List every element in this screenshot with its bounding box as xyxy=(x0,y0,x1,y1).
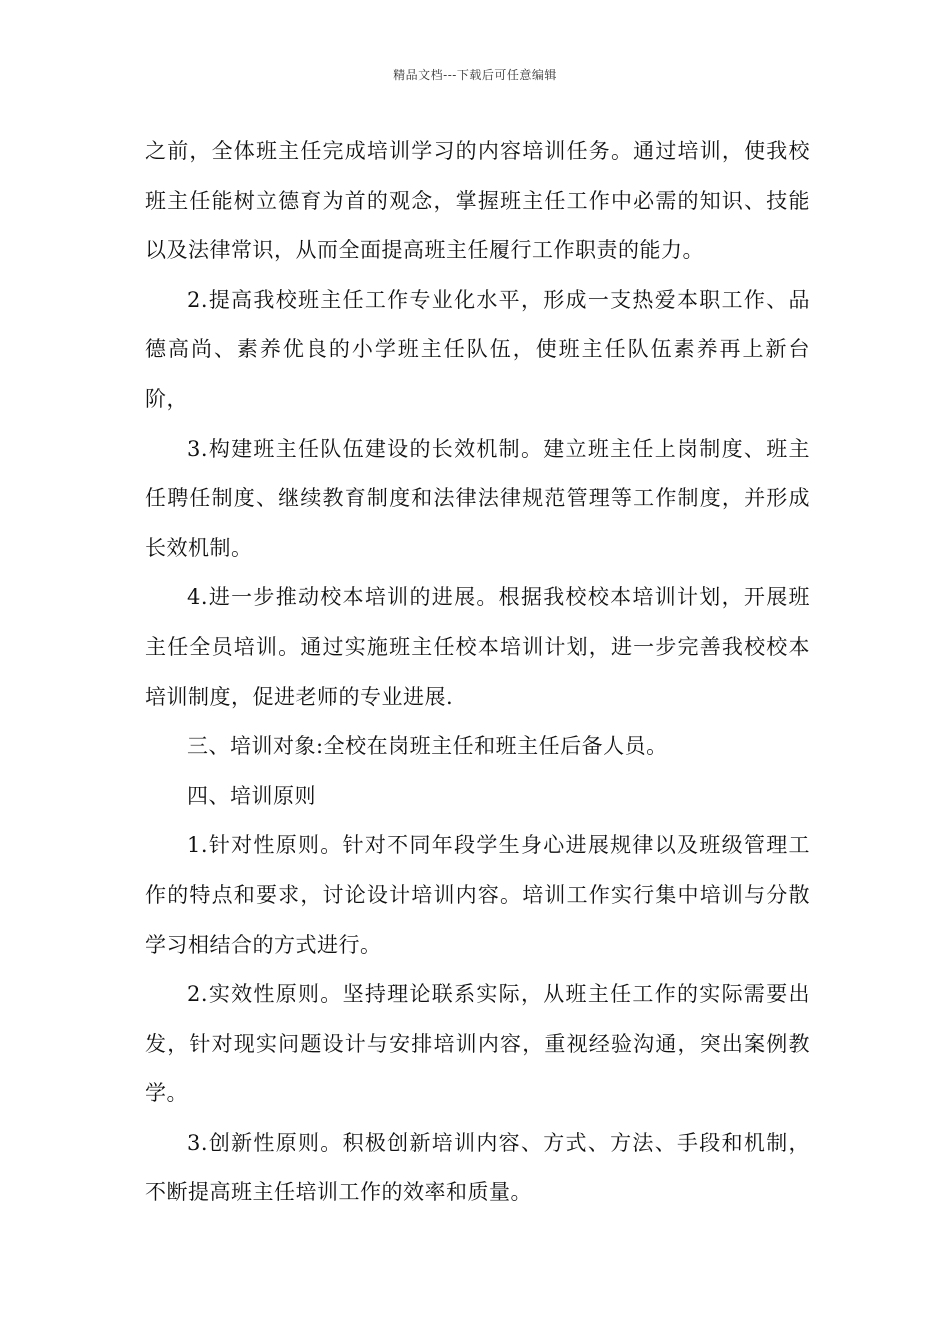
paragraph-goal-3: 3.构建班主任队伍建设的长效机制。建立班主任上岗制度、班主任聘任制度、继续教育制度和法律法律规范管理等工作制度，并形成长效机制。 xyxy=(145,436,810,560)
paragraph-goal-2: 2.提高我校班主任工作专业化水平，形成一支热爱本职工作、品德高尚、素养优良的小学班主任队伍，使班主任队伍素养再上新台阶， xyxy=(145,287,810,411)
paragraph-principle-1: 1.针对性原则。针对不同年段学生身心进展规律以及班级管理工作的特点和要求，讨论设计培训内容。培训工作实行集中培训与分散学习相结合的方式进行。 xyxy=(145,833,810,957)
paragraph-principle-3: 3.创新性原则。积极创新培训内容、方式、方法、手段和机制，不断提高班主任培训工作的效率和质量。 xyxy=(145,1130,810,1205)
page-header: 精品文档---下载后可任意编辑 xyxy=(393,68,557,82)
section-heading-training-target: 三、培训对象:全校在岗班主任和班主任后备人员。 xyxy=(187,734,668,759)
document-body xyxy=(145,127,810,1218)
section-heading-training-principles: 四、培训原则 xyxy=(187,783,316,808)
paragraph-continuation: 之前，全体班主任完成培训学习的内容培训任务。通过培训，使我校班主任能树立德育为首的观念，掌握班主任工作中必需的知识、技能以及法律常识，从而全面提高班主任履行工作职责的能力。 xyxy=(145,139,810,263)
paragraph-principle-2: 2.实效性原则。坚持理论联系实际，从班主任工作的实际需要出发，针对现实问题设计与安排培训内容，重视经验沟通，突出案例教学。 xyxy=(145,982,810,1106)
paragraph-goal-4: 4.进一步推动校本培训的进展。根据我校校本培训计划，开展班主任全员培训。通过实施班主任校本培训计划，进一步完善我校校本培训制度，促进老师的专业进展. xyxy=(145,585,810,709)
